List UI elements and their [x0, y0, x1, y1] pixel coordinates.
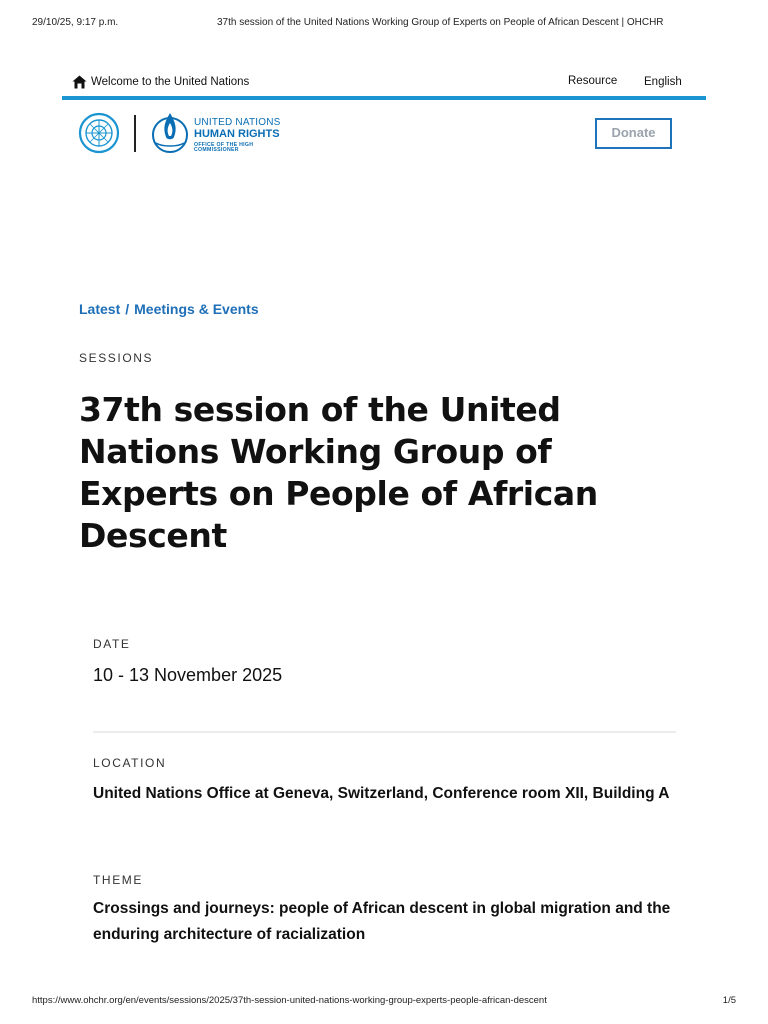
logo-line-1: UNITED NATIONS	[194, 117, 281, 128]
breadcrumb-separator: /	[125, 301, 130, 317]
site-logo[interactable]	[78, 107, 298, 157]
print-header	[32, 17, 736, 31]
print-datetime: 29/10/25, 9:17 p.m.	[32, 17, 119, 28]
logo-line-2: HUMAN RIGHTS	[194, 128, 280, 140]
un-emblem-icon	[78, 112, 120, 154]
location-value: United Nations Office at Geneva, Switzerland, Conference room XII, Building A	[93, 785, 670, 802]
content-type-label: SESSIONS	[79, 351, 154, 365]
breadcrumb-meetings-events[interactable]: Meetings & Events	[134, 301, 259, 317]
location-label: LOCATION	[93, 756, 167, 770]
language-selector[interactable]: English	[644, 76, 682, 88]
breadcrumb-latest[interactable]: Latest	[79, 301, 121, 317]
theme-value: Crossings and journeys: people of African descent in global migration and the enduring architecture of racialization	[93, 900, 671, 943]
donate-button[interactable]: Donate	[595, 118, 672, 149]
print-page-number: 1/5	[722, 995, 736, 1006]
topbar-rule	[62, 96, 706, 100]
print-footer	[32, 995, 736, 1009]
resources-menu[interactable]: Resource	[568, 75, 618, 87]
breadcrumb	[79, 301, 259, 317]
page-title: 37th session of the United Nations Working Group of Experts on People of African Descent	[79, 390, 598, 555]
date-label: DATE	[93, 637, 131, 651]
human-rights-flame-icon	[150, 109, 190, 153]
theme-label: THEME	[93, 873, 143, 887]
welcome-link[interactable]: Welcome to the United Nations	[91, 76, 250, 88]
logo-line-3: OFFICE OF THE HIGH COMMISSIONER	[194, 142, 254, 154]
home-icon	[72, 75, 87, 89]
date-value: 10 - 13 November 2025	[93, 665, 283, 685]
section-divider	[93, 731, 676, 733]
utility-bar	[62, 72, 706, 97]
logo-divider	[134, 115, 136, 152]
logo-wordmark	[194, 118, 298, 153]
print-page-title: 37th session of the United Nations Working Group of Experts on People of African Descent | OHCHR	[217, 17, 664, 28]
print-url: https://www.ohchr.org/en/events/sessions/2025/37th-session-united-nations-working-group-experts-people-african-descent	[32, 995, 547, 1006]
